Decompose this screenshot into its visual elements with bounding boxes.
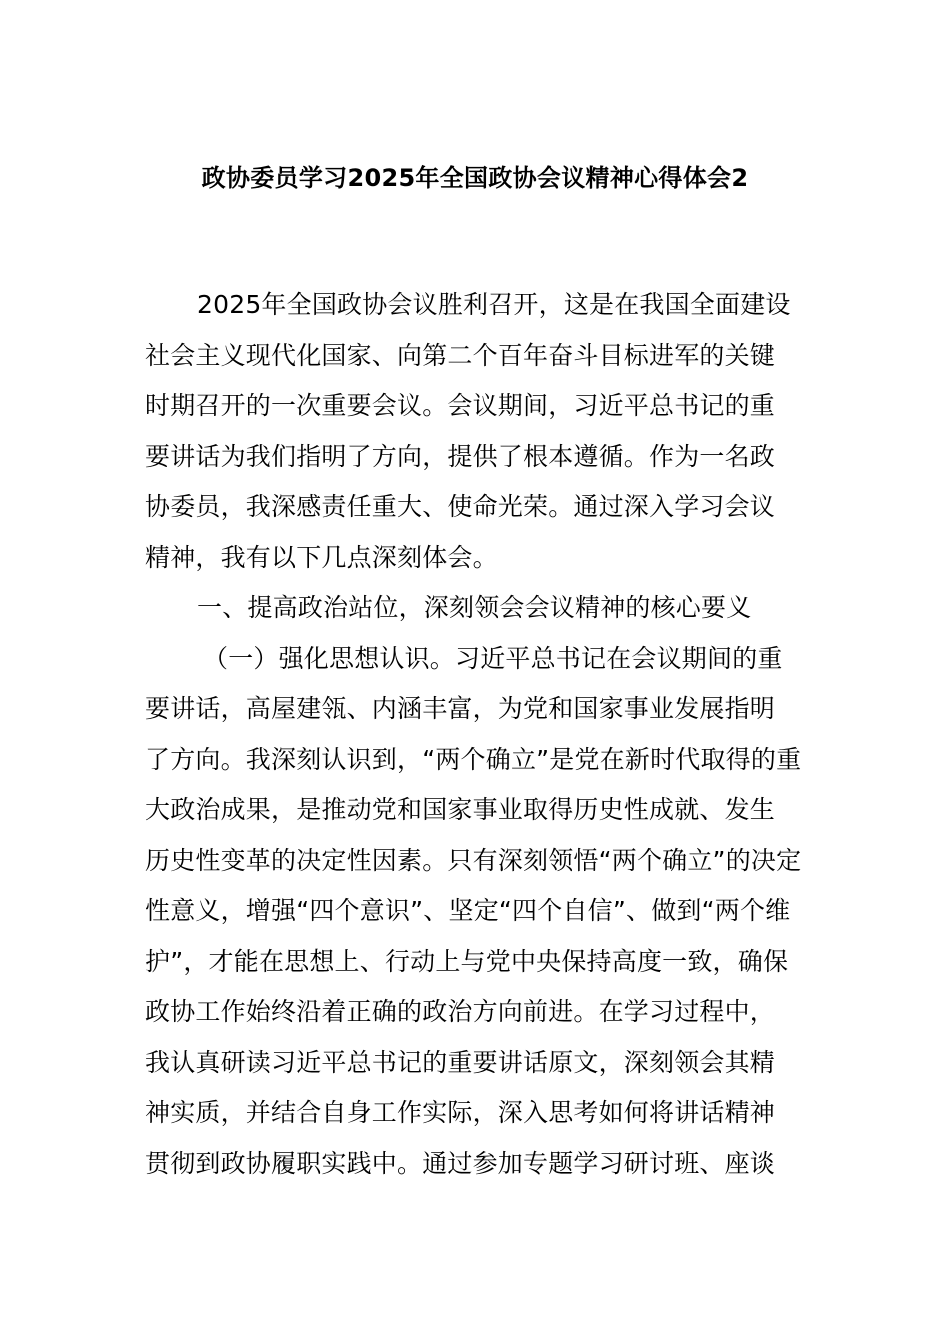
document-body	[145, 280, 807, 1189]
paragraph-line: 政协工作始终沿着正确的政治方向前进。在学习过程中，	[145, 997, 776, 1026]
paragraph-line: 性意义，增强“四个意识”、坚定“四个自信”、做到“两个维	[145, 896, 791, 925]
paragraph-line: 协委员，我深感责任重大、使命光荣。通过深入学习会议	[145, 492, 776, 521]
paragraph-line: 要讲话，高屋建瓴、内涵丰富，为党和国家事业发展指明	[145, 694, 776, 723]
paragraph-line: 要讲话为我们指明了方向，提供了根本遵循。作为一名政	[145, 441, 776, 471]
paragraph-line: 历史性变革的决定性因素。只有深刻领悟“两个确立”的决定	[145, 845, 802, 875]
document-title: 政协委员学习2025年全国政协会议精神心得体会2	[201, 164, 749, 192]
paragraph-line: 护”，才能在思想上、行动上与党中央保持高度一致，确保	[145, 946, 789, 976]
paragraph-line: 神实质，并结合自身工作实际，深入思考如何将讲话精神	[145, 1098, 776, 1127]
section-heading: 一、提高政治站位，深刻领会会议精神的核心要义	[197, 593, 752, 622]
paragraph-line: 了方向。我深刻认识到，“两个确立”是党在新时代取得的重	[145, 744, 802, 774]
paragraph-line: 精神，我有以下几点深刻体会。	[145, 542, 498, 572]
paragraph-line: 社会主义现代化国家、向第二个百年奋斗目标进军的关键	[145, 340, 776, 370]
paragraph-line: 2025年全国政协会议胜利召开，这是在我国全面建设	[197, 290, 791, 319]
paragraph-line: 大政治成果，是推动党和国家事业取得历史性成就、发生	[145, 795, 776, 824]
paragraph-line: 贯彻到政协履职实践中。通过参加专题学习研讨班、座谈	[145, 1148, 776, 1178]
paragraph-line: 我认真研读习近平总书记的重要讲话原文，深刻领会其精	[145, 1047, 776, 1077]
paragraph-line: 时期召开的一次重要会议。会议期间，习近平总书记的重	[145, 391, 776, 420]
paragraph-line: （一）强化思想认识。习近平总书记在会议期间的重	[203, 643, 783, 673]
